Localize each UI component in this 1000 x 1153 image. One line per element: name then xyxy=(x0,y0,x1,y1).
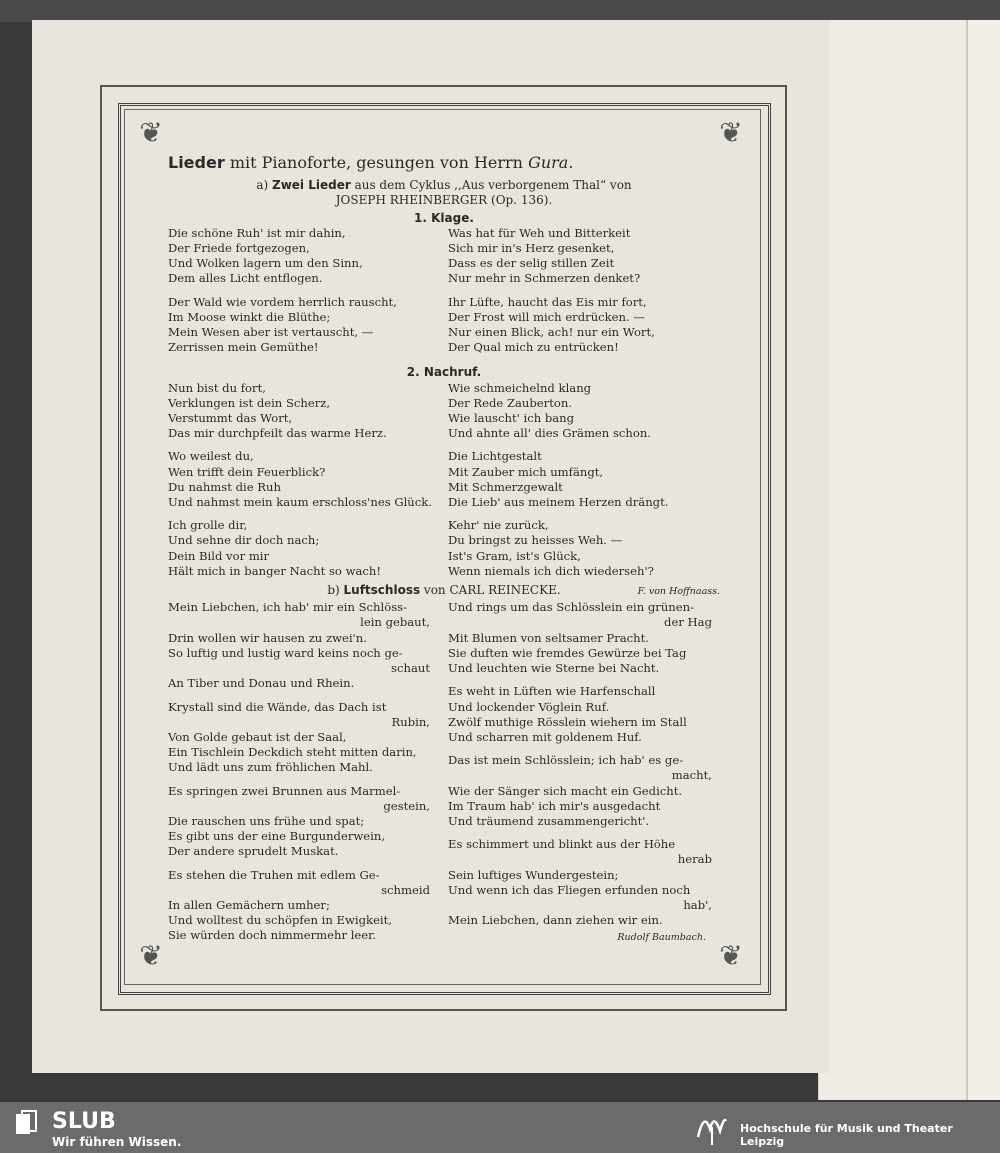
stanza xyxy=(448,518,720,579)
section-b-bold: Luftschloss xyxy=(343,583,421,598)
verse-line: schaut xyxy=(391,661,430,676)
verse-line: Der Friede fortgezogen, xyxy=(168,241,310,256)
verse-line: Und lockender Vöglein Ruf. xyxy=(448,699,610,714)
slub-tagline: Wir führen Wissen. xyxy=(52,1135,182,1149)
section-a-line1 xyxy=(168,178,720,193)
institution-name: Hochschule für Musik und Theater Leipzig xyxy=(740,1122,953,1148)
verse-line: Mein Liebchen, dann ziehen wir ein. xyxy=(448,913,663,928)
song2-left-column xyxy=(168,381,438,587)
stanza xyxy=(168,226,438,287)
verse-line: Nur einen Blick, ach! nur ein Wort, xyxy=(448,325,655,340)
adjacent-page xyxy=(818,20,969,1100)
verse-line: Mit Blumen von seltsamer Pracht. xyxy=(448,630,649,645)
song3-left-column xyxy=(168,600,438,951)
section-b-prefix: b) xyxy=(327,583,344,598)
stanza xyxy=(168,700,438,776)
verse-line: Im Moose winkt die Blüthe; xyxy=(168,309,331,324)
verse-line: Sie duften wie fremdes Gewürze bei Tag xyxy=(448,645,687,660)
stanza xyxy=(448,381,720,442)
slub-logo-icon xyxy=(14,1110,38,1138)
section-b-line xyxy=(168,583,720,598)
verse-line: Wenn niemals ich dich wiederseh'? xyxy=(448,563,654,578)
verse-line: Drin wollen wir hausen zu zwei'n. xyxy=(168,630,367,645)
verse-line: Mein Wesen aber ist vertauscht, — xyxy=(168,325,374,340)
verse-line: Nur mehr in Schmerzen denket? xyxy=(448,271,641,286)
verse-line: Es weht in Lüften wie Harfenschall xyxy=(448,684,656,699)
page-heading xyxy=(168,155,720,170)
verse-line: herab xyxy=(677,852,712,867)
slub-name: SLUB xyxy=(52,1109,116,1134)
song2-columns xyxy=(168,381,720,587)
verse-line: Von Golde gebaut ist der Saal, xyxy=(168,729,347,744)
page-edge xyxy=(966,20,1000,1100)
verse-line: Mit Zauber mich umfängt, xyxy=(448,464,604,479)
stanza xyxy=(448,226,720,287)
verse-line: Wie der Sänger sich macht ein Gedicht. xyxy=(448,783,683,798)
verse-line: Die Lieb' aus meinem Herzen drängt. xyxy=(448,495,669,510)
stanza xyxy=(448,837,720,928)
song2-right-column xyxy=(448,381,720,587)
verse-line: lein gebaut, xyxy=(360,615,430,630)
heading-text: mit Pianoforte, gesungen von Herrn xyxy=(224,153,529,172)
author-credit: F. von Hoffnaass. xyxy=(637,586,720,598)
verse-line: Es springen zwei Brunnen aus Marmel- xyxy=(168,783,401,798)
verse-line: hab', xyxy=(683,897,712,912)
verse-line: Und sehne dir doch nach; xyxy=(168,533,320,548)
verse-line: Dem alles Licht entflogen. xyxy=(168,271,323,286)
verse-line: Verklungen ist dein Scherz, xyxy=(168,395,331,410)
verse-line: Wie schmeichelnd klang xyxy=(448,380,592,395)
verse-line: Der Wald wie vordem herrlich rauscht, xyxy=(168,294,397,309)
song1-left-column xyxy=(168,226,438,364)
verse-line: Zerrissen mein Gemüthe! xyxy=(168,340,319,355)
author-credit: Rudolf Baumbach. xyxy=(617,931,706,943)
verse-line: Mein Liebchen, ich hab' mir ein Schlöss- xyxy=(168,600,408,615)
verse-line: Die schöne Ruh' ist mir dahin, xyxy=(168,225,346,240)
stanza xyxy=(448,600,720,676)
heading-bold: Lieder xyxy=(168,153,225,172)
song1-columns xyxy=(168,226,720,364)
stanza xyxy=(168,518,438,579)
song3-right-column xyxy=(448,600,720,951)
verse-line: Und Wolken lagern um den Sinn, xyxy=(168,256,363,271)
verse-line: Ist's Gram, ist's Glück, xyxy=(448,548,581,563)
verse-line: Und träumend zusammengericht'. xyxy=(448,813,650,828)
section-a-rest: aus dem Cyklus ,,Aus verborgenem Thal“ von xyxy=(350,178,632,193)
verse-line: Was hat für Weh und Bitterkeit xyxy=(448,225,631,240)
verse-line: Rubin, xyxy=(391,714,430,729)
verse-line: der Hag xyxy=(664,615,712,630)
verse-line: In allen Gemächern umher; xyxy=(168,897,330,912)
verse-line: Es schimmert und blinkt aus der Höhe xyxy=(448,837,676,852)
song-title: 1. Klage. xyxy=(414,210,474,225)
stanza xyxy=(168,449,438,510)
stanza xyxy=(448,295,720,356)
verse-line: Ihr Lüfte, haucht das Eis mir fort, xyxy=(448,294,647,309)
section-a-prefix: a) xyxy=(256,178,272,193)
verse-line: Das mir durchpfeilt das warme Herz. xyxy=(168,426,387,441)
verse-line: Mit Schmerzgewalt xyxy=(448,479,563,494)
verse-line: Und wenn ich das Fliegen erfunden noch xyxy=(448,882,691,897)
verse-line: Und lädt uns zum fröhlichen Mahl. xyxy=(168,760,373,775)
corner-ornament-icon: ❦ xyxy=(139,116,163,149)
verse-line: Dass es der selig stillen Zeit xyxy=(448,256,615,271)
verse-line: Verstummt das Wort, xyxy=(168,411,293,426)
verse-line: gestein, xyxy=(383,798,430,813)
verse-line: Dein Bild vor mir xyxy=(168,548,270,563)
verse-line: Und wolltest du schöpfen in Ewigkeit, xyxy=(168,913,392,928)
song3-columns xyxy=(168,600,720,951)
verse-line: Krystall sind die Wände, das Dach ist xyxy=(168,699,387,714)
verse-line: Und ahnte all' dies Grämen schon. xyxy=(448,426,651,441)
stanza xyxy=(168,868,438,944)
verse-line: Die rauschen uns frühe und spat; xyxy=(168,813,365,828)
verse-line: Das ist mein Schlösslein; ich hab' es ge- xyxy=(448,753,684,768)
verse-line: Und leuchten wie Sterne bei Nacht. xyxy=(448,661,660,676)
verse-line: Und scharren mit goldenem Huf. xyxy=(448,729,642,744)
verse-line: Du bringst zu heisses Weh. — xyxy=(448,533,623,548)
program-text xyxy=(168,155,720,945)
section-b-composer: von CARL REINECKE. xyxy=(420,583,561,598)
verse-line: Es gibt uns der eine Burgunderwein, xyxy=(168,829,386,844)
verse-line: Der andere sprudelt Muskat. xyxy=(168,844,339,859)
stanza xyxy=(448,684,720,745)
verse-line: Es stehen die Truhen mit edlem Ge- xyxy=(168,867,380,882)
verse-line: schmeid xyxy=(381,882,430,897)
verse-line: Sein luftiges Wundergestein; xyxy=(448,867,619,882)
verse-line: So luftig und lustig ward keins noch ge- xyxy=(168,645,403,660)
verse-line: Der Frost will mich erdrücken. — xyxy=(448,309,645,324)
footer-bar xyxy=(0,1102,1000,1153)
corner-ornament-icon: ❦ xyxy=(139,939,163,972)
verse-line: Wo weilest du, xyxy=(168,449,254,464)
verse-line: Nun bist du fort, xyxy=(168,380,266,395)
verse-line: Die Lichtgestalt xyxy=(448,449,542,464)
stanza xyxy=(168,381,438,442)
verse-line: Du nahmst die Ruh xyxy=(168,479,281,494)
song1-right-column xyxy=(448,226,720,364)
stanza xyxy=(168,295,438,356)
verse-line: Sie würden doch nimmermehr leer. xyxy=(168,928,377,943)
verse-line: Hält mich in banger Nacht so wach! xyxy=(168,563,382,578)
section-a-bold: Zwei Lieder xyxy=(272,178,351,193)
verse-line: Und nahmst mein kaum erschloss'nes Glück. xyxy=(168,495,432,510)
verse-line: Und rings um das Schlösslein ein grünen- xyxy=(448,600,695,615)
verse-line: Ein Tischlein Deckdich steht mitten darin, xyxy=(168,745,417,760)
stanza xyxy=(168,600,438,691)
verse-line: Ich grolle dir, xyxy=(168,518,248,533)
stanza xyxy=(448,753,720,829)
heading-singer: Gura. xyxy=(528,153,574,172)
verse-line: Zwölf muthige Rösslein wiehern im Stall xyxy=(448,714,687,729)
verse-line: An Tiber und Donau und Rhein. xyxy=(168,676,355,691)
stanza xyxy=(168,784,438,860)
top-bar xyxy=(0,0,1000,22)
stanza xyxy=(448,449,720,510)
verse-line: Sich mir in's Herz gesenket, xyxy=(448,241,615,256)
verse-line: Der Rede Zauberton. xyxy=(448,395,572,410)
corner-ornament-icon: ❦ xyxy=(719,939,743,972)
corner-ornament-icon: ❦ xyxy=(719,116,743,149)
verse-line: Wie lauscht' ich bang xyxy=(448,411,575,426)
verse-line: Im Traum hab' ich mir's ausgedacht xyxy=(448,798,661,813)
verse-line: Wen trifft dein Feuerblick? xyxy=(168,464,326,479)
section-a-composer: JOSEPH RHEINBERGER (Op. 136). xyxy=(335,193,553,208)
verse-line: Der Qual mich zu entrücken! xyxy=(448,340,619,355)
hmt-logo-icon xyxy=(694,1107,730,1147)
song-title: 2. Nachruf. xyxy=(406,365,482,380)
verse-line: Kehr' nie zurück, xyxy=(448,518,549,533)
verse-line: macht, xyxy=(671,768,712,783)
